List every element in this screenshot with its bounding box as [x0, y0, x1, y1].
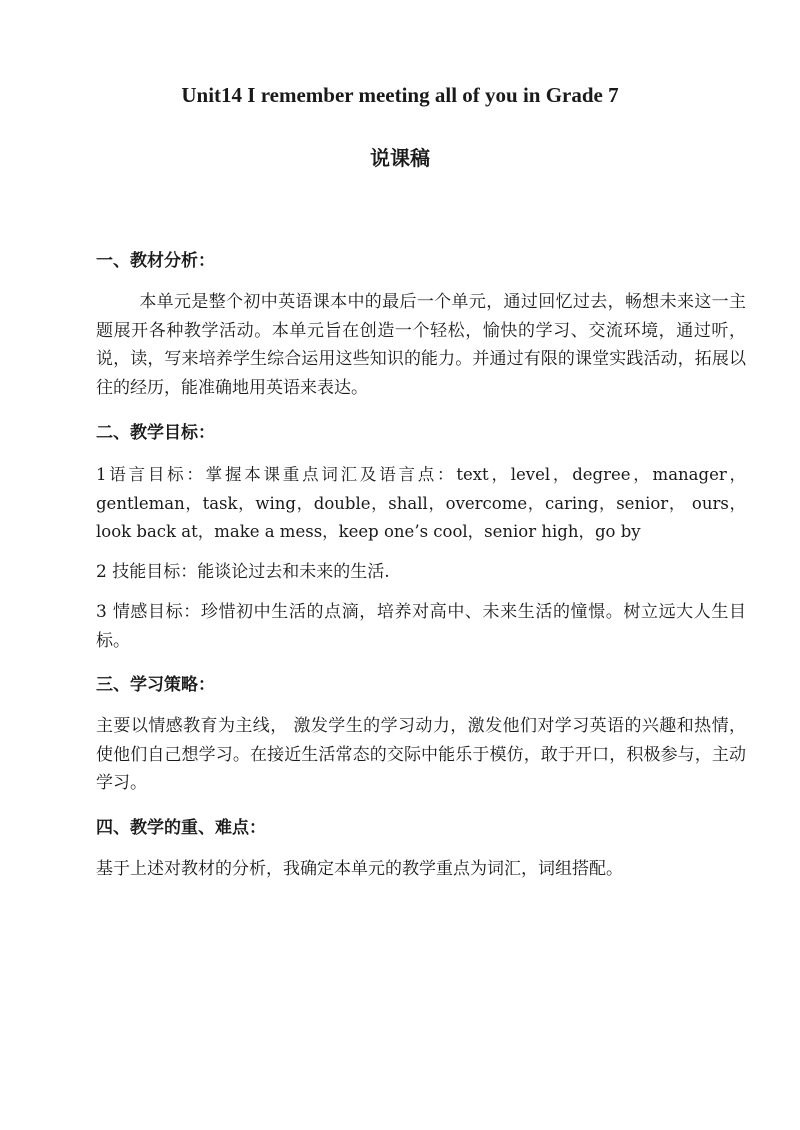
section-heading-teaching-objectives: 二、教学目标： — [96, 423, 215, 443]
section-heading-learning-strategy: 三、学习策略： — [96, 675, 215, 695]
paragraph-emotional-objective: 3 情感目标：珍惜初中生活的点滴，培养对高中、未来生活的憧憬。树立远大人生目标。 — [96, 602, 746, 651]
paragraph-skill-objective: 2 技能目标：能谈论过去和未来的生活. — [96, 561, 390, 582]
section-heading-textbook-analysis: 一、教材分析： — [96, 251, 215, 271]
section-heading-key-points: 四、教学的重、难点： — [96, 817, 266, 838]
document-subtitle: 说课稿 — [370, 146, 430, 170]
paragraph-language-objective: 1语言目标：掌握本课重点词汇及语言点：text，level，degree，manager，gentleman，task，wing，double，shall，overcome，caring，senior， ours，look back at，make a mess，keep one’s cool，senior high，go by — [96, 465, 746, 541]
document-body — [96, 247, 746, 883]
paragraph-learning-strategy: 主要以情感教育为主线， 激发学生的学习动力，激发他们对学习英语的兴趣和热情，使他们自己想学习。在接近生活常态的交际中能乐于模仿，敢于开口，积极参与，主动学习。 — [96, 716, 746, 793]
document-title: Unit14 I remember meeting all of you in Grade 7 — [181, 83, 619, 107]
paragraph-key-points: 基于上述对教材的分析，我确定本单元的教学重点为词汇，词组搭配。 — [96, 858, 623, 879]
paragraph-textbook-analysis: 本单元是整个初中英语课本中的最后一个单元，通过回忆过去，畅想未来这一主题展开各种教学活动。本单元旨在创造一个轻松，愉快的学习、交流环境，通过听，说，读，写来培养学生综合运用这些知识的能力。并通过有限的课堂实践活动，拓展以往的经历，能准确地用英语来表达。 — [96, 292, 746, 398]
